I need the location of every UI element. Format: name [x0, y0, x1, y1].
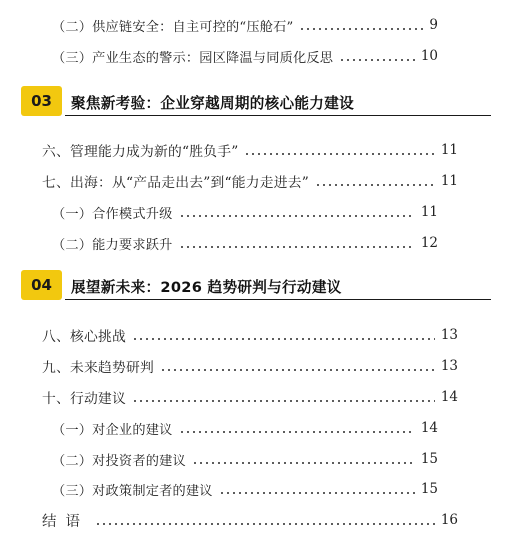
toc-entry-label: （二）能力要求跃升	[52, 237, 173, 253]
toc-page-number: 15	[420, 451, 438, 467]
toc-entry-label: （一）对企业的建议	[52, 422, 173, 438]
toc-page-number: 14	[440, 389, 458, 405]
dot-leader	[179, 246, 415, 248]
toc-entry-label: （三）对政策制定者的建议	[52, 483, 213, 499]
toc-page-number: 13	[440, 358, 458, 374]
section-number-badge: 03	[21, 86, 62, 116]
toc-entry[interactable]	[42, 387, 458, 407]
toc-entry-label: 七、出海：从“产品走出去”到“能力走进去”	[42, 175, 309, 191]
toc-entry-label: （二）对投资者的建议	[52, 453, 186, 469]
toc-entry-label: 九、未来趋势研判	[42, 360, 154, 376]
toc-page-number: 10	[420, 48, 438, 64]
toc-entry-label: 八、核心挑战	[42, 329, 126, 345]
section-underline	[65, 115, 491, 117]
section-title: 聚焦新考验：企业穿越周期的核心能力建设	[71, 95, 354, 112]
dot-leader	[339, 59, 415, 61]
dot-leader	[160, 369, 435, 371]
toc-page-number: 16	[440, 512, 458, 528]
toc-page-number: 11	[440, 173, 458, 189]
dot-leader	[179, 431, 415, 433]
toc-entry-label: （二）供应链安全：自主可控的“压舱石”	[52, 19, 294, 35]
dot-leader	[219, 492, 415, 494]
toc-entry[interactable]	[52, 479, 438, 499]
toc-page-number: 15	[420, 481, 438, 497]
toc-entry[interactable]	[42, 140, 458, 160]
toc-page-number: 11	[440, 142, 458, 158]
toc-entry[interactable]	[42, 325, 458, 345]
dot-leader	[192, 462, 415, 464]
toc-page-number: 9	[429, 17, 438, 33]
section-number-badge: 04	[21, 270, 62, 300]
section-title: 展望新未来：2026 趋势研判与行动建议	[71, 279, 342, 296]
toc-entry-label: （一）合作模式升级	[52, 206, 173, 222]
section-header-04[interactable]	[21, 270, 491, 300]
dot-leader	[244, 153, 434, 155]
toc-entry-conclusion[interactable]	[42, 509, 458, 531]
section-header-03[interactable]	[21, 86, 491, 116]
section-underline	[65, 299, 491, 301]
toc-page-number: 12	[420, 235, 438, 251]
toc-entry-label: （三）产业生态的警示：园区降温与同质化反思	[52, 50, 334, 66]
toc-entry[interactable]	[52, 233, 438, 253]
toc-entry[interactable]	[52, 15, 438, 35]
dot-leader	[132, 400, 435, 402]
dot-leader	[299, 28, 423, 30]
toc-entry[interactable]	[42, 171, 458, 191]
toc-entry[interactable]	[52, 46, 438, 66]
toc-entry-label: 十、行动建议	[42, 391, 126, 407]
dot-leader	[315, 184, 435, 186]
toc-entry[interactable]	[52, 202, 438, 222]
toc-entry-label: 六、管理能力成为新的“胜负手”	[42, 144, 239, 160]
toc-entry-label: 结语	[42, 513, 89, 530]
toc-entry[interactable]	[42, 356, 458, 376]
toc-page-number: 13	[440, 327, 458, 343]
toc-page-number: 11	[420, 204, 438, 220]
dot-leader	[95, 523, 435, 525]
toc-entry[interactable]	[52, 418, 438, 438]
dot-leader	[179, 215, 415, 217]
toc-page-number: 14	[420, 420, 438, 436]
toc-entry[interactable]	[52, 449, 438, 469]
dot-leader	[132, 338, 435, 340]
